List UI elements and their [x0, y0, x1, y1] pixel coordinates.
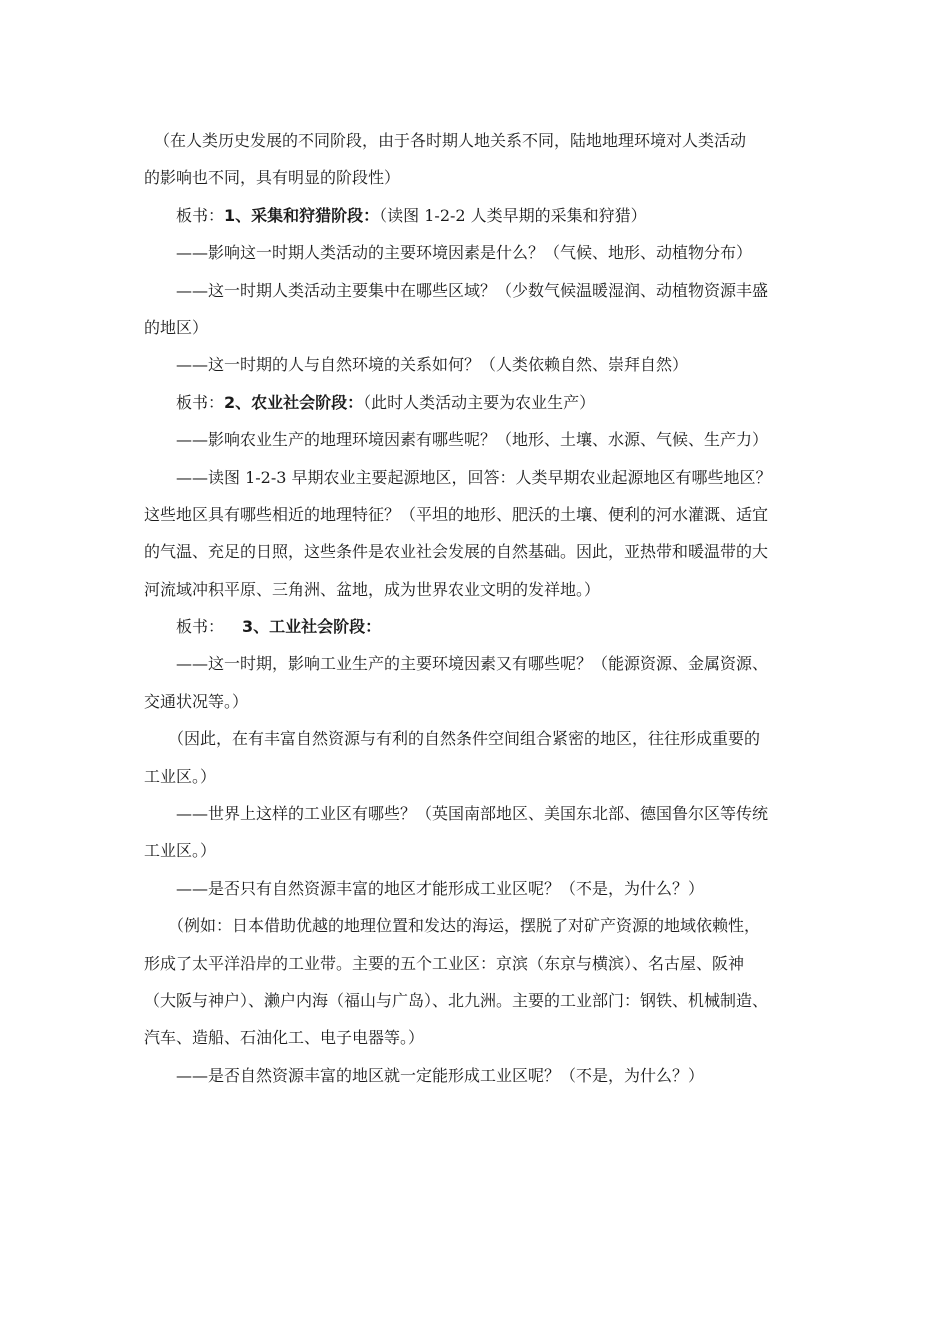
text-line: （例如：日本借助优越的地理位置和发达的海运，摆脱了对矿产资源的地域依赖性， [168, 916, 761, 936]
text-line: 汽车、造船、石油化工、电子电器等。） [144, 1028, 425, 1048]
note-line-cont [144, 758, 808, 795]
text-line: ——影响这一时期人类活动的主要环境因素是什么？（气候、地形、动植物分布） [176, 243, 753, 263]
question-line [144, 645, 808, 682]
text-line: 这些地区具有哪些相近的地理特征？（平坦的地形、肥沃的土壤、便利的河水灌溉、适宜 [144, 504, 769, 524]
text-line: ——读图 1-2-3 早期农业主要起源地区，回答：人类早期农业起源地区有哪些地区？ [176, 467, 772, 487]
text-line: ——影响农业生产的地理环境因素有哪些呢？（地形、土壤、水源、气候、生产力） [176, 430, 769, 450]
paragraph-intro-line-1 [144, 122, 808, 159]
board-heading-2 [144, 384, 808, 421]
text-line: （在人类历史发展的不同阶段，由于各时期人地关系不同，陆地地理环境对人类活动 [154, 131, 747, 150]
stage-title-hunting: 1、采集和狩猎阶段： [224, 205, 380, 225]
text-line: ——是否自然资源丰富的地区就一定能形成工业区呢？（不是，为什么？） [176, 1065, 705, 1085]
text-line: ——是否只有自然资源丰富的地区才能形成工业区呢？（不是，为什么？） [176, 878, 705, 898]
question-line-cont [144, 496, 808, 533]
question-line [144, 272, 808, 309]
question-line-cont [144, 533, 808, 570]
board-heading-3 [144, 608, 808, 645]
question-line [144, 459, 808, 496]
example-line-cont [144, 982, 808, 1019]
board-label: 板书： [176, 392, 225, 412]
question-line [144, 795, 808, 832]
board-label: 板书： [176, 205, 225, 225]
figure-note: （读图 1-2-2 人类早期的采集和狩猎） [379, 205, 647, 225]
note-line [144, 720, 808, 757]
question-line-cont [144, 309, 808, 346]
question-line [144, 346, 808, 383]
text-line: 形成了太平洋沿岸的工业带。主要的五个工业区：京滨（东京与横滨）、名古屋、阪神 [144, 953, 745, 973]
paragraph-intro-line-2 [144, 159, 808, 196]
text-line: 的地区） [144, 317, 209, 337]
example-line-cont [144, 1019, 808, 1056]
board-heading-1 [144, 197, 808, 234]
question-line-cont [144, 571, 808, 608]
text-line: 河流域冲积平原、三角洲、盆地，成为世界农业文明的发祥地。） [144, 579, 601, 599]
text-line: 的影响也不同，具有明显的阶段性） [144, 168, 401, 188]
text-line: ——这一时期人类活动主要集中在哪些区域？（少数气候温暖湿润、动植物资源丰盛 [176, 280, 769, 300]
question-line [144, 1057, 808, 1094]
text-line: 的气温、充足的日照，这些条件是农业社会发展的自然基础。因此，亚热带和暖温带的大 [144, 542, 769, 562]
document-body [144, 122, 808, 1094]
question-line [144, 234, 808, 271]
question-line [144, 870, 808, 907]
board-label: 板书： [176, 617, 225, 637]
text-line: 工业区。） [144, 841, 217, 861]
text-line: （此时人类活动主要为农业生产） [363, 392, 596, 412]
text-line: ——世界上这样的工业区有哪些？（英国南部地区、美国东北部、德国鲁尔区等传统 [176, 804, 769, 824]
text-line: ——这一时期，影响工业生产的主要环境因素又有哪些呢？（能源资源、金属资源、 [176, 654, 769, 674]
text-line: （大阪与神户）、濑户内海（福山与广岛）、北九洲。主要的工业部门：钢铁、机械制造、 [144, 990, 769, 1010]
text-line: ——这一时期的人与自然环境的关系如何？（人类依赖自然、崇拜自然） [176, 355, 689, 375]
example-line [144, 907, 808, 944]
question-line-cont [144, 832, 808, 869]
example-line-cont [144, 945, 808, 982]
stage-title-agriculture: 2、农业社会阶段： [224, 392, 364, 412]
text-line: 交通状况等。） [144, 691, 249, 711]
stage-title-industry: 3、工业社会阶段： [242, 617, 382, 637]
text-line: 工业区。） [144, 766, 217, 786]
text-line: （因此，在有丰富自然资源与有利的自然条件空间组合紧密的地区，往往形成重要的 [168, 729, 761, 749]
question-line [144, 421, 808, 458]
question-line-cont [144, 683, 808, 720]
